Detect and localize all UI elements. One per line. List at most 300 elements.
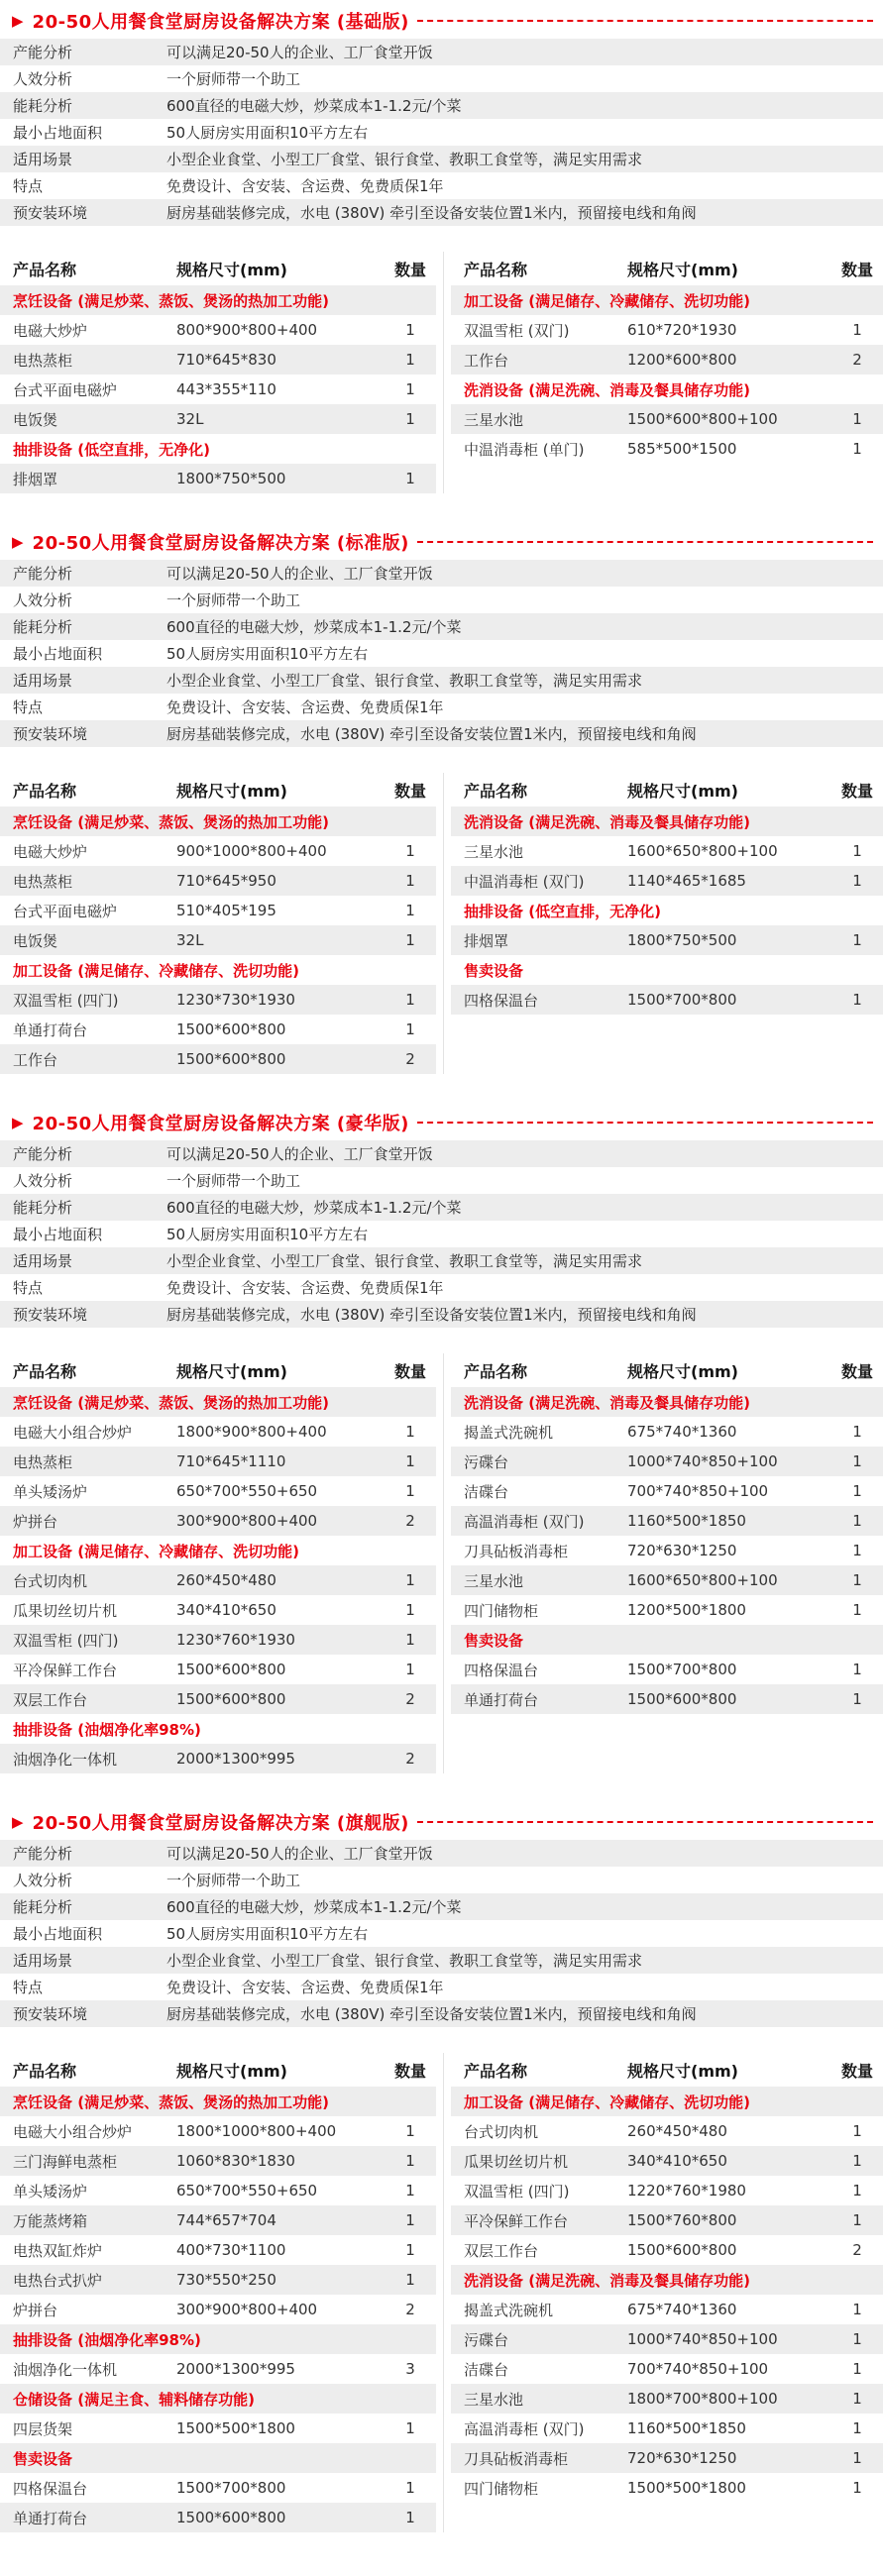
product-spec: 1060*830*1830 — [176, 2152, 295, 2170]
category-row — [451, 2087, 883, 2116]
column-header-product-name: 产品名称 — [13, 2061, 77, 2081]
column-header-spec: 规格尺寸(mm) — [176, 260, 287, 279]
product-name: 四层货架 — [13, 2419, 73, 2438]
section-title-row — [0, 6, 883, 36]
product-row — [0, 925, 436, 955]
product-row — [0, 1447, 436, 1476]
category-row — [451, 2265, 883, 2295]
product-qty: 1 — [405, 321, 415, 339]
product-name: 四门储物柜 — [464, 2479, 539, 2498]
attribute-label: 最小占地面积 — [13, 1925, 103, 1943]
product-name: 双层工作台 — [464, 2241, 539, 2260]
product-name: 揭盖式洗碗机 — [464, 1423, 554, 1442]
product-name: 排烟罩 — [13, 470, 58, 488]
attribute-row — [0, 1247, 883, 1274]
attribute-row — [0, 1840, 883, 1867]
category-label: 加工设备 (满足储存、冷藏储存、洗切功能) — [464, 2093, 750, 2111]
column-header-qty: 数量 — [393, 1361, 426, 1381]
attribute-table — [0, 1140, 883, 1328]
product-spec: 1800*900*800+400 — [176, 1423, 327, 1441]
product-name: 万能蒸烤箱 — [13, 2211, 88, 2230]
product-row — [0, 2116, 436, 2146]
attribute-row — [0, 1920, 883, 1947]
column-header-product-name: 产品名称 — [13, 1361, 77, 1381]
product-name: 洁碟台 — [464, 2360, 509, 2379]
category-label: 烹饪设备 (满足炒菜、蒸饭、煲汤的热加工功能) — [13, 812, 329, 831]
dashed-divider — [417, 1821, 873, 1823]
product-name: 四格保温台 — [13, 2479, 88, 2498]
product-row — [0, 2235, 436, 2265]
attribute-row — [0, 1194, 883, 1221]
attribute-value: 免费设计、含安装、含运费、免费质保1年 — [166, 1979, 444, 1996]
product-name: 三星水池 — [464, 842, 524, 861]
product-name: 台式切肉机 — [13, 1571, 88, 1590]
attribute-value: 厨房基础装修完成，水电 (380V) 牵引至设备安装位置1米内，预留接电线和角阀 — [166, 1306, 697, 1324]
attribute-label: 适用场景 — [13, 1252, 73, 1270]
product-qty: 1 — [852, 872, 862, 890]
product-name: 单通打荷台 — [13, 2509, 88, 2527]
product-qty: 1 — [405, 410, 415, 428]
attribute-value: 免费设计、含安装、含运费、免费质保1年 — [166, 1279, 444, 1297]
product-name: 四格保温台 — [464, 991, 539, 1010]
product-row — [0, 2354, 436, 2384]
product-qty: 1 — [852, 1661, 862, 1678]
product-spec: 1500*600*800 — [176, 1661, 286, 1678]
category-row — [0, 1387, 436, 1417]
attribute-value: 600直径的电磁大炒，炒菜成本1-1.2元/个菜 — [166, 1199, 462, 1217]
category-row — [0, 1714, 436, 1744]
product-row — [0, 1684, 436, 1714]
product-row — [451, 2354, 883, 2384]
product-name: 双温雪柜 (双门) — [464, 321, 570, 340]
attribute-label: 能耗分析 — [13, 1898, 73, 1916]
product-spec: 675*740*1360 — [627, 1423, 737, 1441]
attribute-value: 小型企业食堂、小型工厂食堂、银行食堂、教职工食堂等，满足实用需求 — [166, 1952, 643, 1970]
product-qty: 1 — [852, 2211, 862, 2229]
product-name: 双温雪柜 (四门) — [13, 1631, 119, 1650]
column-header-qty: 数量 — [840, 781, 873, 801]
attribute-value: 可以满足20-50人的企业、工厂食堂开饭 — [166, 44, 433, 61]
product-name: 电热台式扒炉 — [13, 2271, 103, 2290]
product-spec: 710*645*1110 — [176, 1452, 286, 1470]
category-row — [0, 1536, 436, 1565]
product-qty: 1 — [405, 380, 415, 398]
dashed-divider — [417, 1122, 873, 1124]
attribute-row — [0, 560, 883, 587]
product-row — [0, 2265, 436, 2295]
product-qty: 1 — [405, 902, 415, 919]
attribute-label: 最小占地面积 — [13, 645, 103, 663]
product-row — [451, 2384, 883, 2414]
column-header-qty: 数量 — [840, 1361, 873, 1381]
attribute-row — [0, 1947, 883, 1974]
product-name: 平冷保鲜工作台 — [13, 1661, 118, 1679]
category-label: 加工设备 (满足储存、冷藏储存、洗切功能) — [464, 291, 750, 310]
attribute-label: 最小占地面积 — [13, 124, 103, 142]
product-qty: 1 — [405, 842, 415, 860]
product-qty: 1 — [852, 410, 862, 428]
product-name: 炉拼台 — [13, 2301, 58, 2319]
attribute-label: 人效分析 — [13, 591, 73, 609]
product-spec: 1230*760*1930 — [176, 1631, 295, 1649]
attribute-label: 产能分析 — [13, 1145, 73, 1163]
column-header-qty: 数量 — [393, 781, 426, 801]
product-table-left — [0, 2053, 436, 2532]
category-label: 售卖设备 — [464, 961, 524, 980]
product-row — [451, 925, 883, 955]
product-qty: 1 — [852, 2449, 862, 2467]
attribute-value: 50人厨房实用面积10平方左右 — [166, 1925, 369, 1943]
product-qty: 1 — [405, 2419, 415, 2437]
product-row — [451, 2116, 883, 2146]
attribute-value: 一个厨师带一个助工 — [166, 1872, 301, 1889]
column-header-product-name: 产品名称 — [464, 260, 528, 279]
product-spec: 1800*750*500 — [176, 470, 286, 487]
product-name: 四门储物柜 — [464, 1601, 539, 1620]
product-name: 单通打荷台 — [464, 1690, 539, 1709]
product-name: 污碟台 — [464, 1452, 509, 1471]
product-name: 平冷保鲜工作台 — [464, 2211, 569, 2230]
product-name: 电热蒸柜 — [13, 351, 73, 370]
product-table-right — [451, 2053, 883, 2503]
product-spec: 1500*600*800 — [627, 2241, 737, 2259]
product-qty: 1 — [405, 351, 415, 369]
product-name: 炉拼台 — [13, 1512, 58, 1531]
attribute-row — [0, 1893, 883, 1920]
product-qty: 1 — [405, 2152, 415, 2170]
product-row — [0, 345, 436, 375]
product-spec: 1500*600*800 — [627, 1690, 737, 1708]
product-row — [451, 315, 883, 345]
product-spec: 443*355*110 — [176, 380, 276, 398]
product-row — [0, 1595, 436, 1625]
product-name: 电饭煲 — [13, 410, 58, 429]
section-title: 20-50人用餐食堂厨房设备解决方案 (豪华版) — [32, 1114, 409, 1134]
product-row — [0, 2503, 436, 2532]
attribute-row — [0, 694, 883, 720]
product-row — [451, 434, 883, 464]
product-qty: 1 — [405, 2479, 415, 2497]
product-name: 台式平面电磁炉 — [13, 902, 118, 920]
solution-section — [0, 1108, 883, 1773]
product-row — [451, 2443, 883, 2473]
product-name: 中温消毒柜 (双门) — [464, 872, 585, 891]
product-name: 四格保温台 — [464, 1661, 539, 1679]
solution-section — [0, 527, 883, 1074]
product-spec: 1500*700*800 — [176, 2479, 286, 2497]
product-row — [0, 1476, 436, 1506]
category-row — [451, 955, 883, 985]
attribute-label: 产能分析 — [13, 565, 73, 583]
category-row — [0, 806, 436, 836]
product-row — [451, 2473, 883, 2503]
attribute-value: 600直径的电磁大炒，炒菜成本1-1.2元/个菜 — [166, 97, 462, 115]
product-row — [451, 2146, 883, 2176]
attribute-label: 产能分析 — [13, 1845, 73, 1863]
product-row — [0, 2414, 436, 2443]
product-spec: 675*740*1360 — [627, 2301, 737, 2318]
product-spec: 1500*700*800 — [627, 1661, 737, 1678]
product-spec: 1140*465*1685 — [627, 872, 746, 890]
product-table-header — [451, 2053, 883, 2087]
category-label: 加工设备 (满足储存、冷藏储存、洗切功能) — [13, 961, 299, 980]
product-row — [451, 866, 883, 896]
product-name: 工作台 — [464, 351, 509, 370]
product-row — [451, 2176, 883, 2205]
product-row — [451, 404, 883, 434]
attribute-value: 一个厨师带一个助工 — [166, 70, 301, 88]
product-spec: 1500*500*1800 — [176, 2419, 295, 2437]
attribute-value: 小型企业食堂、小型工厂食堂、银行食堂、教职工食堂等，满足实用需求 — [166, 1252, 643, 1270]
product-name: 刀具砧板消毒柜 — [464, 1542, 569, 1560]
product-spec: 1000*740*850+100 — [627, 1452, 778, 1470]
category-row — [0, 2443, 436, 2473]
section-arrow-icon: ▶ — [12, 1113, 24, 1131]
product-qty: 1 — [405, 1661, 415, 1678]
column-header-qty: 数量 — [393, 2061, 426, 2081]
section-title-row — [0, 1807, 883, 1837]
product-name: 高温消毒柜 (双门) — [464, 1512, 585, 1531]
product-spec: 1200*600*800 — [627, 351, 737, 369]
product-qty: 1 — [405, 1020, 415, 1038]
product-name: 瓜果切丝切片机 — [464, 2152, 569, 2171]
product-row — [0, 375, 436, 404]
category-label: 抽排设备 (低空直排，无净化) — [13, 440, 210, 459]
product-row — [451, 1684, 883, 1714]
attribute-value: 厨房基础装修完成，水电 (380V) 牵引至设备安装位置1米内，预留接电线和角阀 — [166, 204, 697, 222]
product-spec: 720*630*1250 — [627, 2449, 737, 2467]
product-spec: 32L — [176, 931, 204, 949]
attribute-label: 最小占地面积 — [13, 1226, 103, 1243]
product-qty: 1 — [852, 2182, 862, 2200]
column-header-qty: 数量 — [393, 260, 426, 279]
product-qty: 1 — [405, 1452, 415, 1470]
product-qty: 1 — [405, 991, 415, 1009]
product-row — [451, 2324, 883, 2354]
attribute-value: 免费设计、含安装、含运费、免费质保1年 — [166, 698, 444, 716]
product-spec: 710*645*950 — [176, 872, 276, 890]
product-spec: 1230*730*1930 — [176, 991, 295, 1009]
attribute-row — [0, 640, 883, 667]
product-qty: 1 — [405, 1571, 415, 1589]
product-spec: 720*630*1250 — [627, 1542, 737, 1559]
attribute-value: 50人厨房实用面积10平方左右 — [166, 645, 369, 663]
attribute-value: 厨房基础装修完成，水电 (380V) 牵引至设备安装位置1米内，预留接电线和角阀 — [166, 2005, 697, 2023]
attribute-row — [0, 1974, 883, 2000]
product-qty: 1 — [852, 1601, 862, 1619]
attribute-label: 适用场景 — [13, 1952, 73, 1970]
product-qty: 2 — [405, 1690, 415, 1708]
column-header-spec: 规格尺寸(mm) — [627, 781, 738, 801]
product-tables — [0, 252, 883, 493]
category-row — [0, 2087, 436, 2116]
column-header-product-name: 产品名称 — [13, 260, 77, 279]
category-row — [0, 2324, 436, 2354]
product-row — [0, 1744, 436, 1773]
category-row — [451, 1387, 883, 1417]
attribute-row — [0, 1274, 883, 1301]
product-name: 单通打荷台 — [13, 1020, 88, 1039]
product-spec: 800*900*800+400 — [176, 321, 318, 339]
section-title-row — [0, 527, 883, 557]
product-qty: 1 — [405, 2509, 415, 2526]
dashed-divider — [417, 20, 873, 22]
product-qty: 3 — [405, 2360, 415, 2378]
category-label: 售卖设备 — [464, 1631, 524, 1650]
category-label: 洗消设备 (满足洗碗、消毒及餐具储存功能) — [464, 1393, 750, 1412]
attribute-label: 预安装环境 — [13, 725, 88, 743]
category-label: 烹饪设备 (满足炒菜、蒸饭、煲汤的热加工功能) — [13, 291, 329, 310]
product-table-header — [451, 1353, 883, 1387]
product-row — [0, 404, 436, 434]
attribute-row — [0, 1867, 883, 1893]
column-divider — [443, 773, 444, 1074]
product-spec: 340*410*650 — [627, 2152, 727, 2170]
product-name: 电磁大小组合炒炉 — [13, 2122, 133, 2141]
product-row — [0, 464, 436, 493]
attribute-label: 特点 — [13, 1979, 44, 1996]
product-table-right — [451, 1353, 883, 1714]
attribute-table — [0, 1840, 883, 2027]
category-row — [0, 434, 436, 464]
category-label: 加工设备 (满足储存、冷藏储存、洗切功能) — [13, 1542, 299, 1560]
product-name: 台式切肉机 — [464, 2122, 539, 2141]
product-qty: 1 — [852, 2390, 862, 2408]
product-row — [451, 345, 883, 375]
product-row — [451, 2295, 883, 2324]
column-header-qty: 数量 — [840, 260, 873, 279]
product-qty: 1 — [852, 2152, 862, 2170]
attribute-value: 50人厨房实用面积10平方左右 — [166, 124, 369, 142]
product-spec: 260*450*480 — [176, 1571, 276, 1589]
product-table-header — [0, 773, 436, 806]
product-spec: 1500*600*800 — [176, 1020, 286, 1038]
product-spec: 1500*600*800 — [176, 2509, 286, 2526]
product-name: 电热蒸柜 — [13, 872, 73, 891]
product-row — [451, 1506, 883, 1536]
attribute-label: 人效分析 — [13, 1872, 73, 1889]
product-table-header — [451, 773, 883, 806]
product-spec: 900*1000*800+400 — [176, 842, 327, 860]
product-qty: 2 — [405, 2301, 415, 2318]
column-header-spec: 规格尺寸(mm) — [627, 2061, 738, 2081]
category-row — [0, 2384, 436, 2414]
product-row — [0, 2146, 436, 2176]
attribute-row — [0, 613, 883, 640]
attribute-label: 特点 — [13, 698, 44, 716]
product-qty: 1 — [852, 842, 862, 860]
attribute-table — [0, 560, 883, 747]
section-title: 20-50人用餐食堂厨房设备解决方案 (旗舰版) — [32, 1813, 409, 1834]
product-qty: 1 — [852, 1690, 862, 1708]
product-table-header — [0, 252, 436, 285]
attribute-label: 预安装环境 — [13, 1306, 88, 1324]
attribute-row — [0, 1140, 883, 1167]
product-spec: 1000*740*850+100 — [627, 2330, 778, 2348]
product-spec: 2000*1300*995 — [176, 1750, 295, 1768]
attribute-label: 特点 — [13, 1279, 44, 1297]
attribute-label: 能耗分析 — [13, 1199, 73, 1217]
product-name: 洁碟台 — [464, 1482, 509, 1501]
product-qty: 1 — [852, 1571, 862, 1589]
product-qty: 1 — [852, 2330, 862, 2348]
product-spec: 700*740*850+100 — [627, 2360, 769, 2378]
attribute-label: 能耗分析 — [13, 97, 73, 115]
product-qty: 2 — [405, 1050, 415, 1068]
category-label: 抽排设备 (油烟净化率98%) — [13, 1720, 201, 1739]
product-name: 工作台 — [13, 1050, 58, 1069]
section-title-row — [0, 1108, 883, 1137]
attribute-value: 可以满足20-50人的企业、工厂食堂开饭 — [166, 1845, 433, 1863]
section-arrow-icon: ▶ — [12, 11, 24, 30]
attribute-row — [0, 39, 883, 65]
product-name: 单头矮汤炉 — [13, 2182, 88, 2200]
product-name: 油烟净化一体机 — [13, 2360, 118, 2379]
category-row — [451, 896, 883, 925]
product-row — [0, 1044, 436, 1074]
product-qty: 1 — [405, 1482, 415, 1500]
product-qty: 1 — [852, 2301, 862, 2318]
product-qty: 1 — [852, 2419, 862, 2437]
product-name: 台式平面电磁炉 — [13, 380, 118, 399]
product-spec: 1500*700*800 — [627, 991, 737, 1009]
attribute-value: 厨房基础装修完成，水电 (380V) 牵引至设备安装位置1米内，预留接电线和角阀 — [166, 725, 697, 743]
section-arrow-icon: ▶ — [12, 532, 24, 551]
attribute-label: 产能分析 — [13, 44, 73, 61]
attribute-value: 600直径的电磁大炒，炒菜成本1-1.2元/个菜 — [166, 1898, 462, 1916]
attribute-value: 免费设计、含安装、含运费、免费质保1年 — [166, 177, 444, 195]
product-name: 单头矮汤炉 — [13, 1482, 88, 1501]
product-spec: 340*410*650 — [176, 1601, 276, 1619]
category-row — [0, 285, 436, 315]
product-name: 电磁大炒炉 — [13, 842, 88, 861]
column-header-product-name: 产品名称 — [464, 781, 528, 801]
product-spec: 610*720*1930 — [627, 321, 737, 339]
product-qty: 1 — [405, 1601, 415, 1619]
attribute-row — [0, 1167, 883, 1194]
product-spec: 1500*760*800 — [627, 2211, 737, 2229]
product-qty: 1 — [852, 1512, 862, 1530]
product-spec: 400*730*1100 — [176, 2241, 286, 2259]
product-row — [0, 985, 436, 1015]
product-spec: 1160*500*1850 — [627, 1512, 746, 1530]
product-spec: 585*500*1500 — [627, 440, 737, 458]
product-name: 双层工作台 — [13, 1690, 88, 1709]
product-row — [0, 2205, 436, 2235]
product-row — [0, 1565, 436, 1595]
attribute-row — [0, 65, 883, 92]
product-row — [0, 896, 436, 925]
product-name: 揭盖式洗碗机 — [464, 2301, 554, 2319]
solution-section — [0, 1807, 883, 2532]
product-row — [0, 1417, 436, 1447]
product-table-left — [0, 252, 436, 493]
attribute-value: 一个厨师带一个助工 — [166, 591, 301, 609]
product-row — [451, 1476, 883, 1506]
product-row — [0, 866, 436, 896]
product-row — [451, 985, 883, 1015]
product-row — [451, 2414, 883, 2443]
product-qty: 2 — [405, 1512, 415, 1530]
product-spec: 650*700*550+650 — [176, 2182, 318, 2200]
product-row — [0, 1625, 436, 1655]
product-qty: 1 — [852, 440, 862, 458]
product-spec: 1800*750*500 — [627, 931, 737, 949]
product-spec: 1800*1000*800+400 — [176, 2122, 337, 2140]
product-name: 瓜果切丝切片机 — [13, 1601, 118, 1620]
product-qty: 1 — [405, 1631, 415, 1649]
product-row — [451, 1655, 883, 1684]
